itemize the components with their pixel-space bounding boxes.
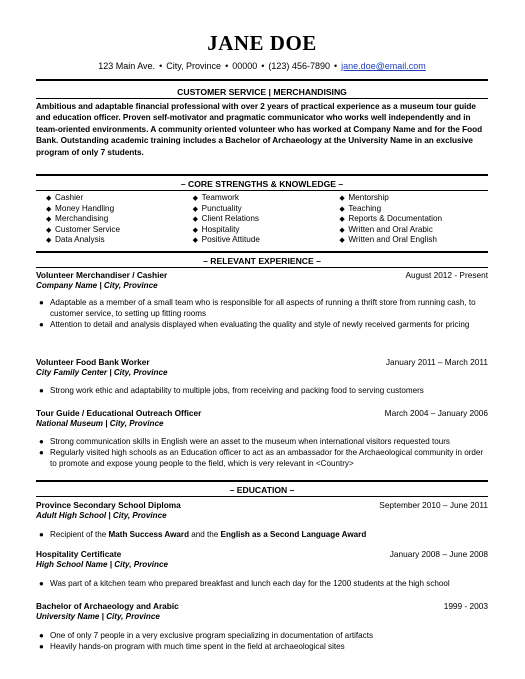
bullet-icon: ●	[39, 298, 44, 307]
skill-item: ◆ Written and Oral Arabic	[339, 225, 486, 236]
summary-paragraph: Ambitious and adaptable financial professional with over 2 years of practical experience as a museum tour guide and education officer. Proven self-motivator and pragmatic communicator who works well independently and in team-oriented environments. A community oriented volunteer who has worked at Company Name and for the Food Bank. Outstanding academic training includes a Bachelor of Archaeology at the University Name in an exclusive program of only 7 students.	[36, 102, 483, 157]
skills-section-title: – CORE STRENGTHS & KNOWLEDGE –	[180, 179, 344, 189]
headline: CUSTOMER SERVICE | MERCHANDISING	[177, 87, 347, 97]
bullet-icon: ●	[39, 448, 44, 457]
education-section-title: – EDUCATION –	[229, 485, 295, 495]
phone: (123) 456-7890	[268, 61, 330, 71]
bullet-icon: ●	[39, 642, 44, 651]
bullet-icon: ●	[39, 320, 44, 329]
education-dates: September 2010 – June 2011	[379, 500, 488, 510]
job-title: Volunteer Merchandiser / Cashier	[36, 270, 168, 280]
education-title: Hospitality Certificate	[36, 549, 122, 559]
job-title: Volunteer Food Bank Worker	[36, 357, 150, 367]
contact-line	[36, 61, 488, 72]
divider	[36, 251, 488, 253]
divider	[36, 79, 488, 81]
bullet-icon: ●	[39, 437, 44, 446]
experience-section-title: – RELEVANT EXPERIENCE –	[203, 256, 321, 266]
separator-bullet: •	[225, 61, 229, 71]
diamond-bullet-icon: ◆	[46, 226, 52, 234]
job-company: National Museum | City, Province	[36, 419, 164, 428]
separator-bullet: •	[159, 61, 163, 71]
divider	[36, 190, 488, 191]
education-dates: 1999 - 2003	[443, 601, 488, 611]
skill-item: ◆ Reports & Documentation	[339, 214, 486, 225]
skill-item: ◆ Customer Service	[46, 225, 193, 236]
diamond-bullet-icon: ◆	[46, 216, 52, 224]
job-bullet: ● Strong work ethic and adaptability to multiple jobs, from receiving and packing food to serving customers	[39, 386, 424, 395]
education-title: Bachelor of Archaeology and Arabic	[36, 601, 179, 611]
job-dates: January 2011 – March 2011	[385, 357, 488, 367]
diamond-bullet-icon: ◆	[192, 195, 199, 202]
education-school: High School Name | City, Province	[36, 560, 168, 569]
skill-item: ◆ Mentorship	[339, 193, 486, 204]
skill-item: ◆ Client Relations	[193, 214, 340, 225]
diamond-bullet-icon: ◆	[339, 237, 345, 245]
diamond-bullet-icon: ◆	[46, 237, 52, 245]
skill-item: ◆ Data Analysis	[46, 235, 193, 246]
address: 123 Main Ave.	[98, 61, 156, 71]
job-company: City Family Center | City, Province	[36, 368, 168, 377]
education-bullet: ● One of only 7 people in a very exclusive program specializing in documentation of artifacts	[39, 631, 374, 640]
skill-item: ◆ Money Handling	[46, 204, 193, 215]
diamond-bullet-icon: ◆	[192, 226, 199, 234]
postal-code: 00000	[232, 61, 258, 71]
skills-column	[339, 193, 486, 246]
skills-column	[46, 193, 193, 246]
job-dates: August 2012 - Present	[405, 270, 488, 280]
diamond-bullet-icon: ◆	[46, 195, 52, 202]
bullet-icon: ●	[39, 631, 44, 640]
diamond-bullet-icon: ◆	[339, 195, 345, 202]
skill-item: ◆ Written and Oral English	[339, 235, 486, 246]
job-bullet: ● Strong communication skills in English were an asset to the museum when international visitors requested tours	[39, 437, 450, 446]
skill-item: ◆ Teaching	[339, 204, 486, 215]
bullet-icon: ●	[39, 530, 44, 539]
job-title: Tour Guide / Educational Outreach Officer	[36, 408, 202, 418]
skill-item: ◆ Teamwork	[193, 193, 340, 204]
divider	[36, 174, 488, 176]
separator-bullet: •	[333, 61, 338, 71]
skill-item: ◆ Merchandising	[46, 214, 193, 225]
diamond-bullet-icon: ◆	[192, 205, 199, 213]
bullet-icon: ●	[39, 579, 44, 588]
diamond-bullet-icon: ◆	[192, 237, 199, 245]
education-title: Province Secondary School Diploma	[36, 500, 181, 510]
separator-bullet: •	[261, 61, 265, 71]
diamond-bullet-icon: ◆	[339, 226, 345, 234]
email-link[interactable]: jane.doe@email.com	[341, 61, 426, 71]
education-bullet: ● Recipient of the Math Success Award and the English as a Second Language Award	[39, 530, 367, 539]
skill-item: ◆ Positive Attitude	[193, 235, 340, 246]
job-bullet: ● Attention to detail and analysis displayed when evaluating the quality and style of newly received garments for pricing	[39, 320, 470, 329]
candidate-name: JANE DOE	[207, 31, 317, 55]
diamond-bullet-icon: ◆	[192, 216, 199, 224]
skill-item: ◆ Hospitality	[193, 225, 340, 236]
job-dates: March 2004 – January 2006	[384, 408, 488, 418]
education-bullet: ● Was part of a kitchen team who prepared breakfast and lunch each day for the 1200 students at the high school	[39, 579, 450, 588]
education-school: Adult High School | City, Province	[36, 511, 167, 520]
skill-item: ◆ Cashier	[46, 193, 193, 204]
job-bullet: ● Regularly visited high schools as an Education officer to act as an ambassador for the Archaeological community in order to promote and expose young people to the field, which is very relevant in <Country>	[39, 448, 484, 468]
diamond-bullet-icon: ◆	[339, 205, 345, 213]
divider	[36, 98, 488, 99]
education-school: University Name | City, Province	[36, 612, 160, 621]
skills-column	[193, 193, 340, 246]
diamond-bullet-icon: ◆	[339, 216, 345, 224]
job-bullet: ● Adaptable as a member of a small team who is responsible for all aspects of running a thrift store from running cash, to customer service, to setting up fitting rooms	[39, 298, 476, 318]
divider	[36, 480, 488, 482]
skills-grid	[46, 193, 486, 246]
city: City, Province	[166, 61, 222, 71]
bullet-icon: ●	[39, 386, 44, 395]
education-bullet: ● Heavily hands-on program with much time spent in the field at archaeological sites	[39, 642, 345, 651]
skill-item: ◆ Punctuality	[193, 204, 340, 215]
divider	[36, 496, 488, 497]
job-company: Company Name | City, Province	[36, 281, 158, 290]
diamond-bullet-icon: ◆	[46, 205, 52, 213]
education-dates: January 2008 – June 2008	[389, 549, 488, 559]
divider	[36, 267, 488, 268]
